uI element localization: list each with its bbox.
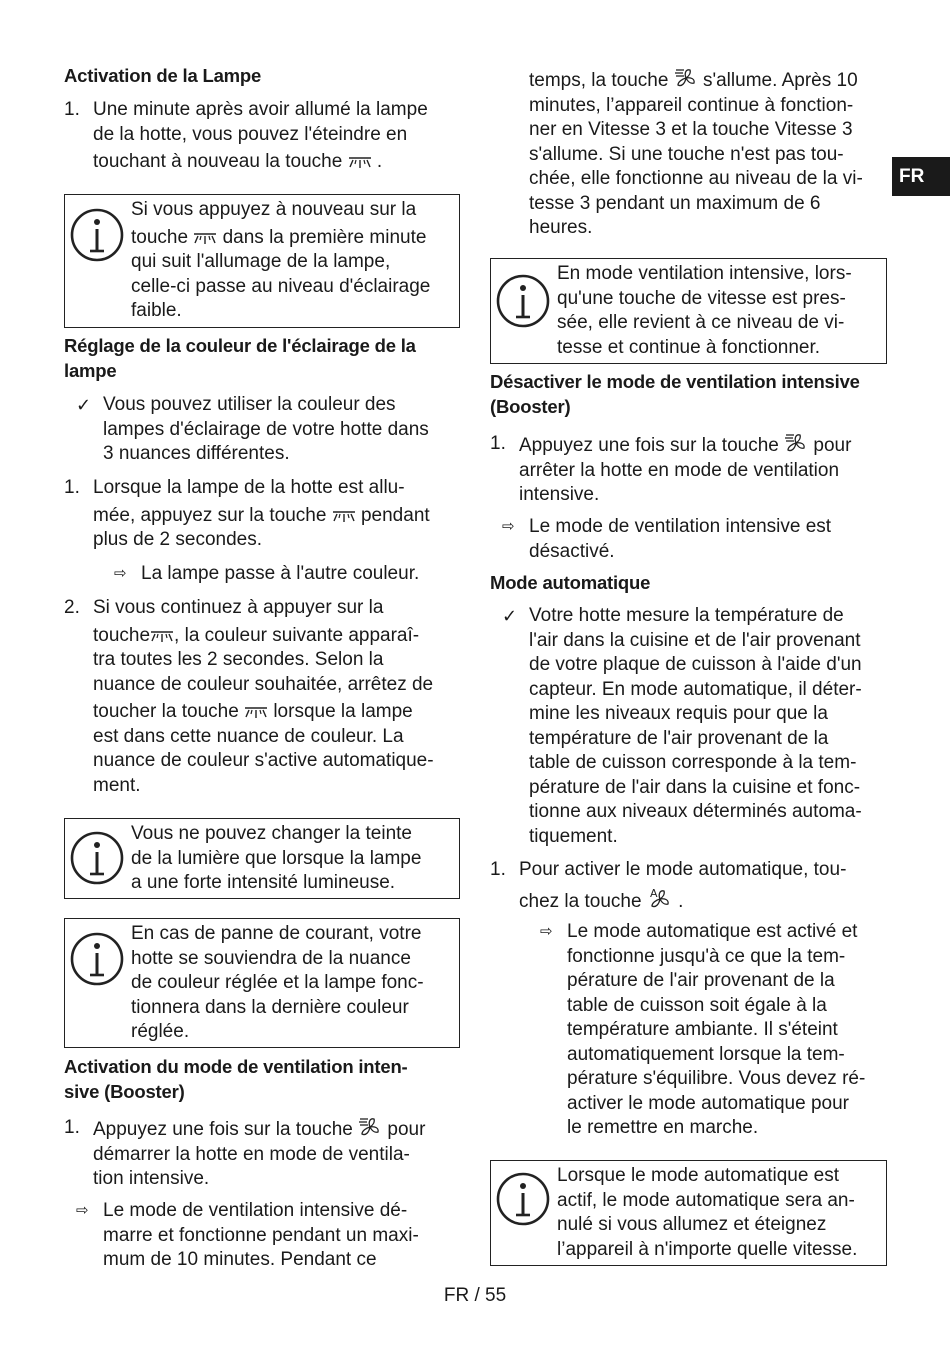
step-number: 1. xyxy=(490,859,506,880)
fan-boost-icon xyxy=(784,432,808,454)
fan-boost-icon xyxy=(674,67,698,89)
info-icon xyxy=(69,207,125,263)
result-arrow-icon: ⇨ xyxy=(540,923,553,940)
info-icon xyxy=(69,931,125,987)
step-number: 1. xyxy=(64,99,80,120)
lamp-light-icon xyxy=(348,154,372,170)
fan-boost-icon xyxy=(358,1116,382,1138)
auto-fan-icon xyxy=(647,886,673,910)
section-heading-auto-mode: Mode automatique xyxy=(490,572,651,593)
info-note-power-failure xyxy=(64,918,460,1048)
result-arrow-icon: ⇨ xyxy=(114,565,127,582)
page-number: FR / 55 xyxy=(443,1285,507,1306)
lamp-light-icon xyxy=(244,704,268,720)
check-icon: ✓ xyxy=(502,606,518,626)
info-note-auto-cancel xyxy=(490,1160,887,1266)
section-heading-booster-deactivation: Désactiver le mode de ventilation intensive (Booster) xyxy=(490,371,860,417)
check-icon: ✓ xyxy=(76,395,92,415)
note-text: Si vous appuyez à nouveau sur la touche dans la première minute qui suit l'allumage de la lampe, celle-ci passe au niveau d'éclairage faible. xyxy=(131,199,431,321)
info-note-color-change xyxy=(64,818,460,899)
info-note-booster-speed xyxy=(490,258,887,364)
note-text: En cas de panne de courant, votre hotte se souviendra de la nuance de couleur réglée et la lampe fonc- tionnera dans la dernière couleur réglée. xyxy=(131,923,424,1042)
section-heading-lamp-activation: Activation de la Lampe xyxy=(64,65,262,86)
info-note-low-light xyxy=(64,194,460,328)
lamp-light-icon xyxy=(150,628,174,644)
note-text: Vous ne pouvez changer la teinte de la lumière que lorsque la lampe a une forte intensité lumineuse. xyxy=(131,823,422,893)
step-number: 1. xyxy=(64,477,80,498)
section-heading-light-color: Réglage de la couleur de l'éclairage de la lampe xyxy=(64,335,416,381)
info-icon xyxy=(495,1171,551,1227)
step-number: 2. xyxy=(64,597,80,618)
step-number: 1. xyxy=(64,1117,80,1138)
info-icon xyxy=(495,273,551,329)
text-line: touchant à nouveau la touche . xyxy=(93,151,383,172)
language-tab: FR xyxy=(892,157,950,196)
lamp-light-icon xyxy=(193,230,217,246)
note-text: En mode ventilation intensive, lors- qu'une touche de vitesse est pres- sée, elle revient à ce niveau de vi- tesse et continue à fonctionner. xyxy=(557,263,852,358)
note-text: Lorsque le mode automatique est actif, le mode automatique sera an- nulé si vous allumez et éteignez l’appareil à n'importe quelle vitesse. xyxy=(557,1165,858,1260)
result-arrow-icon: ⇨ xyxy=(502,518,515,535)
lamp-light-icon xyxy=(332,508,356,524)
info-icon xyxy=(69,830,125,886)
svg-text:A: A xyxy=(649,886,658,900)
text-line: Une minute après avoir allumé la lampe xyxy=(93,99,428,120)
section-heading-booster-activation: Activation du mode de ventilation inten- sive (Booster) xyxy=(64,1056,408,1102)
booster-continued-text: temps, la touche s'allume. Après 10 minutes, l’appareil continue à fonction- ner en Vitesse 3 et la touche Vitesse 3 s'allume. Si une touche n'est pas tou- chée, elle fonctionne au niveau de la vi- tesse 3 pendant un maximum de 6 heures. xyxy=(529,67,887,241)
result-arrow-icon: ⇨ xyxy=(76,1202,89,1219)
text-line: de la hotte, vous pouvez l'éteindre en xyxy=(93,123,408,145)
step-number: 1. xyxy=(490,433,506,454)
